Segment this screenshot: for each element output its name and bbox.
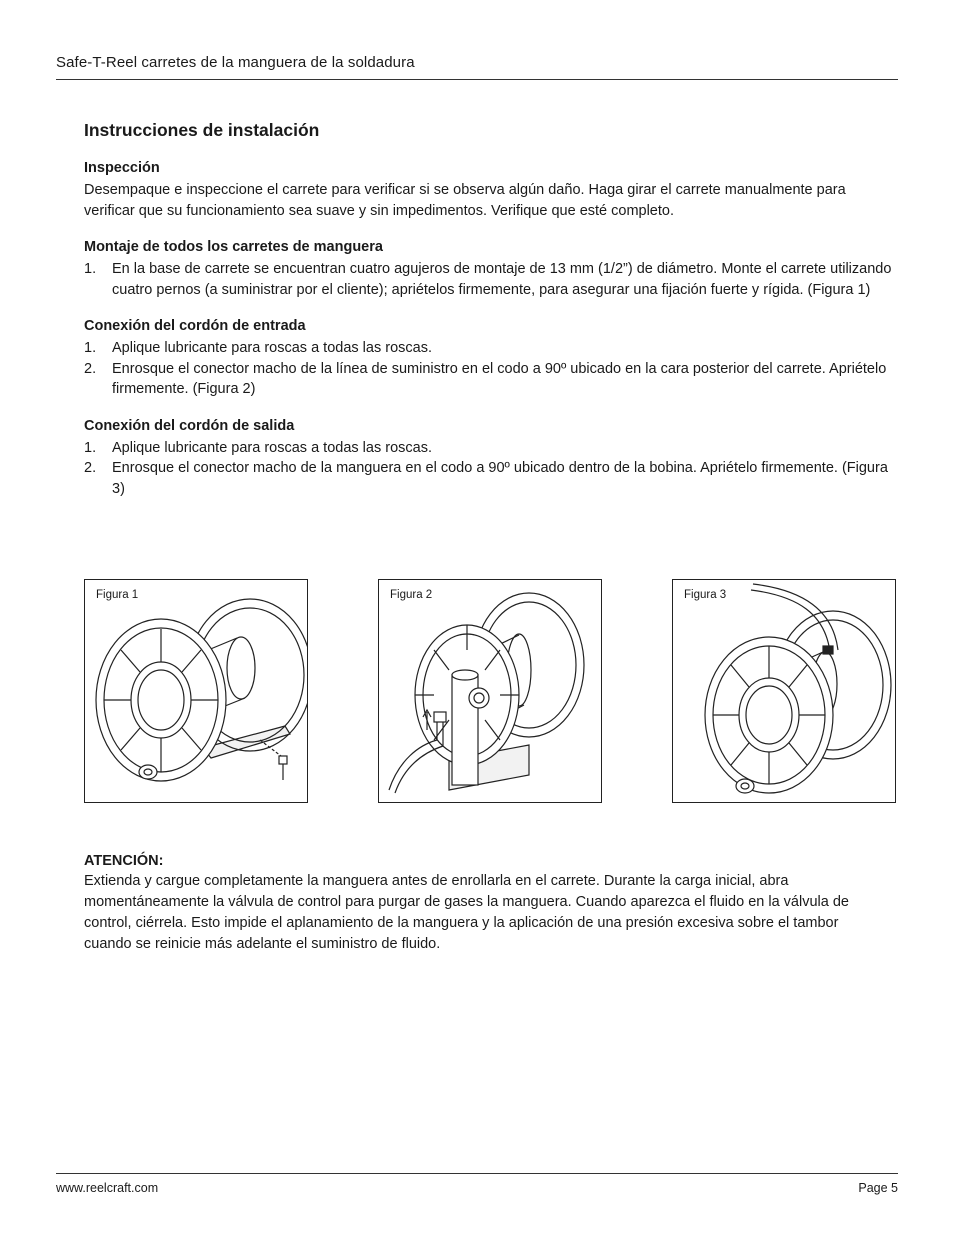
list-item [84,259,899,300]
outlet-steps [84,438,899,500]
list-item [84,338,899,359]
attention-title: ATENCIÓN: [84,853,164,869]
inspection-title: Inspección [84,160,160,176]
step-text: Enrosque el conector macho de la línea de suministro en el codo a 90º ubicado en la cara posterior del carrete. Apriételo firmemente. (Figura 2) [112,360,887,397]
figure-3 [672,579,896,803]
figure-2-label: Figura 2 [390,589,433,601]
step-number: 1. [84,261,97,277]
inspection-section [84,159,899,221]
step-text: Enrosque el conector macho de la manguera en el codo a 90º ubicado dentro de la bobina. Apriételo firmemente. (Figura 3) [112,460,888,497]
attention-text: Extienda y cargue completamente la manguera antes de enrollarla en el carrete. Durante la carga inicial, abra momentáneamente la válvula de control para purgar de gases la manguera. Cuando aparezca el fluido en la válvula de control, ciérrela. Esto impide el aplanamiento de la manguera y la aplicación de una presión excesiva sobre el tambor cuando se reinicie más adelante el suministro de fluido. [84,873,849,952]
mounting-title: Montaje de todos los carretes de manguera [84,239,383,255]
footer-divider [56,1173,898,1174]
mounting-steps [84,259,899,300]
page-number: Page 5 [858,1181,898,1195]
step-text: Aplique lubricante para roscas a todas las roscas. [112,340,432,356]
outlet-title: Conexión del cordón de salida [84,417,295,434]
section-title: Instrucciones de instalación [84,120,320,140]
figure-2 [378,579,602,803]
step-number: 1. [84,439,97,456]
outlet-connection-illustration [673,580,895,802]
attention-section [84,853,884,955]
mounting-section [84,238,899,300]
inlet-section [84,317,899,400]
step-number: 1. [84,340,97,356]
figure-3-label: Figura 3 [684,589,727,601]
step-number: 2. [84,460,97,476]
step-text: En la base de carrete se encuentran cuatro agujeros de montaje de 13 mm (1/2”) de diámetro. Monte el carrete utilizando cuatro pernos (a suministrar por el cliente); apriételos firmemente, para asegurar una fijación fuerte y rígida. (Figura 1) [112,261,892,298]
figure-1 [84,579,308,803]
instructions-content [84,120,899,516]
outlet-section [84,417,899,500]
list-item [84,438,899,459]
header-divider [56,79,898,80]
inlet-steps [84,338,899,400]
footer-url-link[interactable]: www.reelcraft.com [56,1181,159,1195]
inlet-title: Conexión del cordón de entrada [84,318,306,334]
list-item [84,359,899,400]
header-title: Safe-T-Reel carretes de la manguera de la soldadura [56,54,415,71]
figure-1-label: Figura 1 [96,589,139,601]
step-number: 2. [84,360,97,377]
inspection-text: Desempaque e inspeccione el carrete para verificar si se observa algún daño. Haga girar el carrete manualmente para verificar que su funcionamiento sea suave y sin impedimentos. Verifique que esté completo. [84,182,846,219]
reel-mounting-illustration [85,580,307,802]
list-item [84,458,899,499]
step-text: Aplique lubricante para roscas a todas las roscas. [112,439,432,456]
inlet-connection-illustration [379,580,601,802]
